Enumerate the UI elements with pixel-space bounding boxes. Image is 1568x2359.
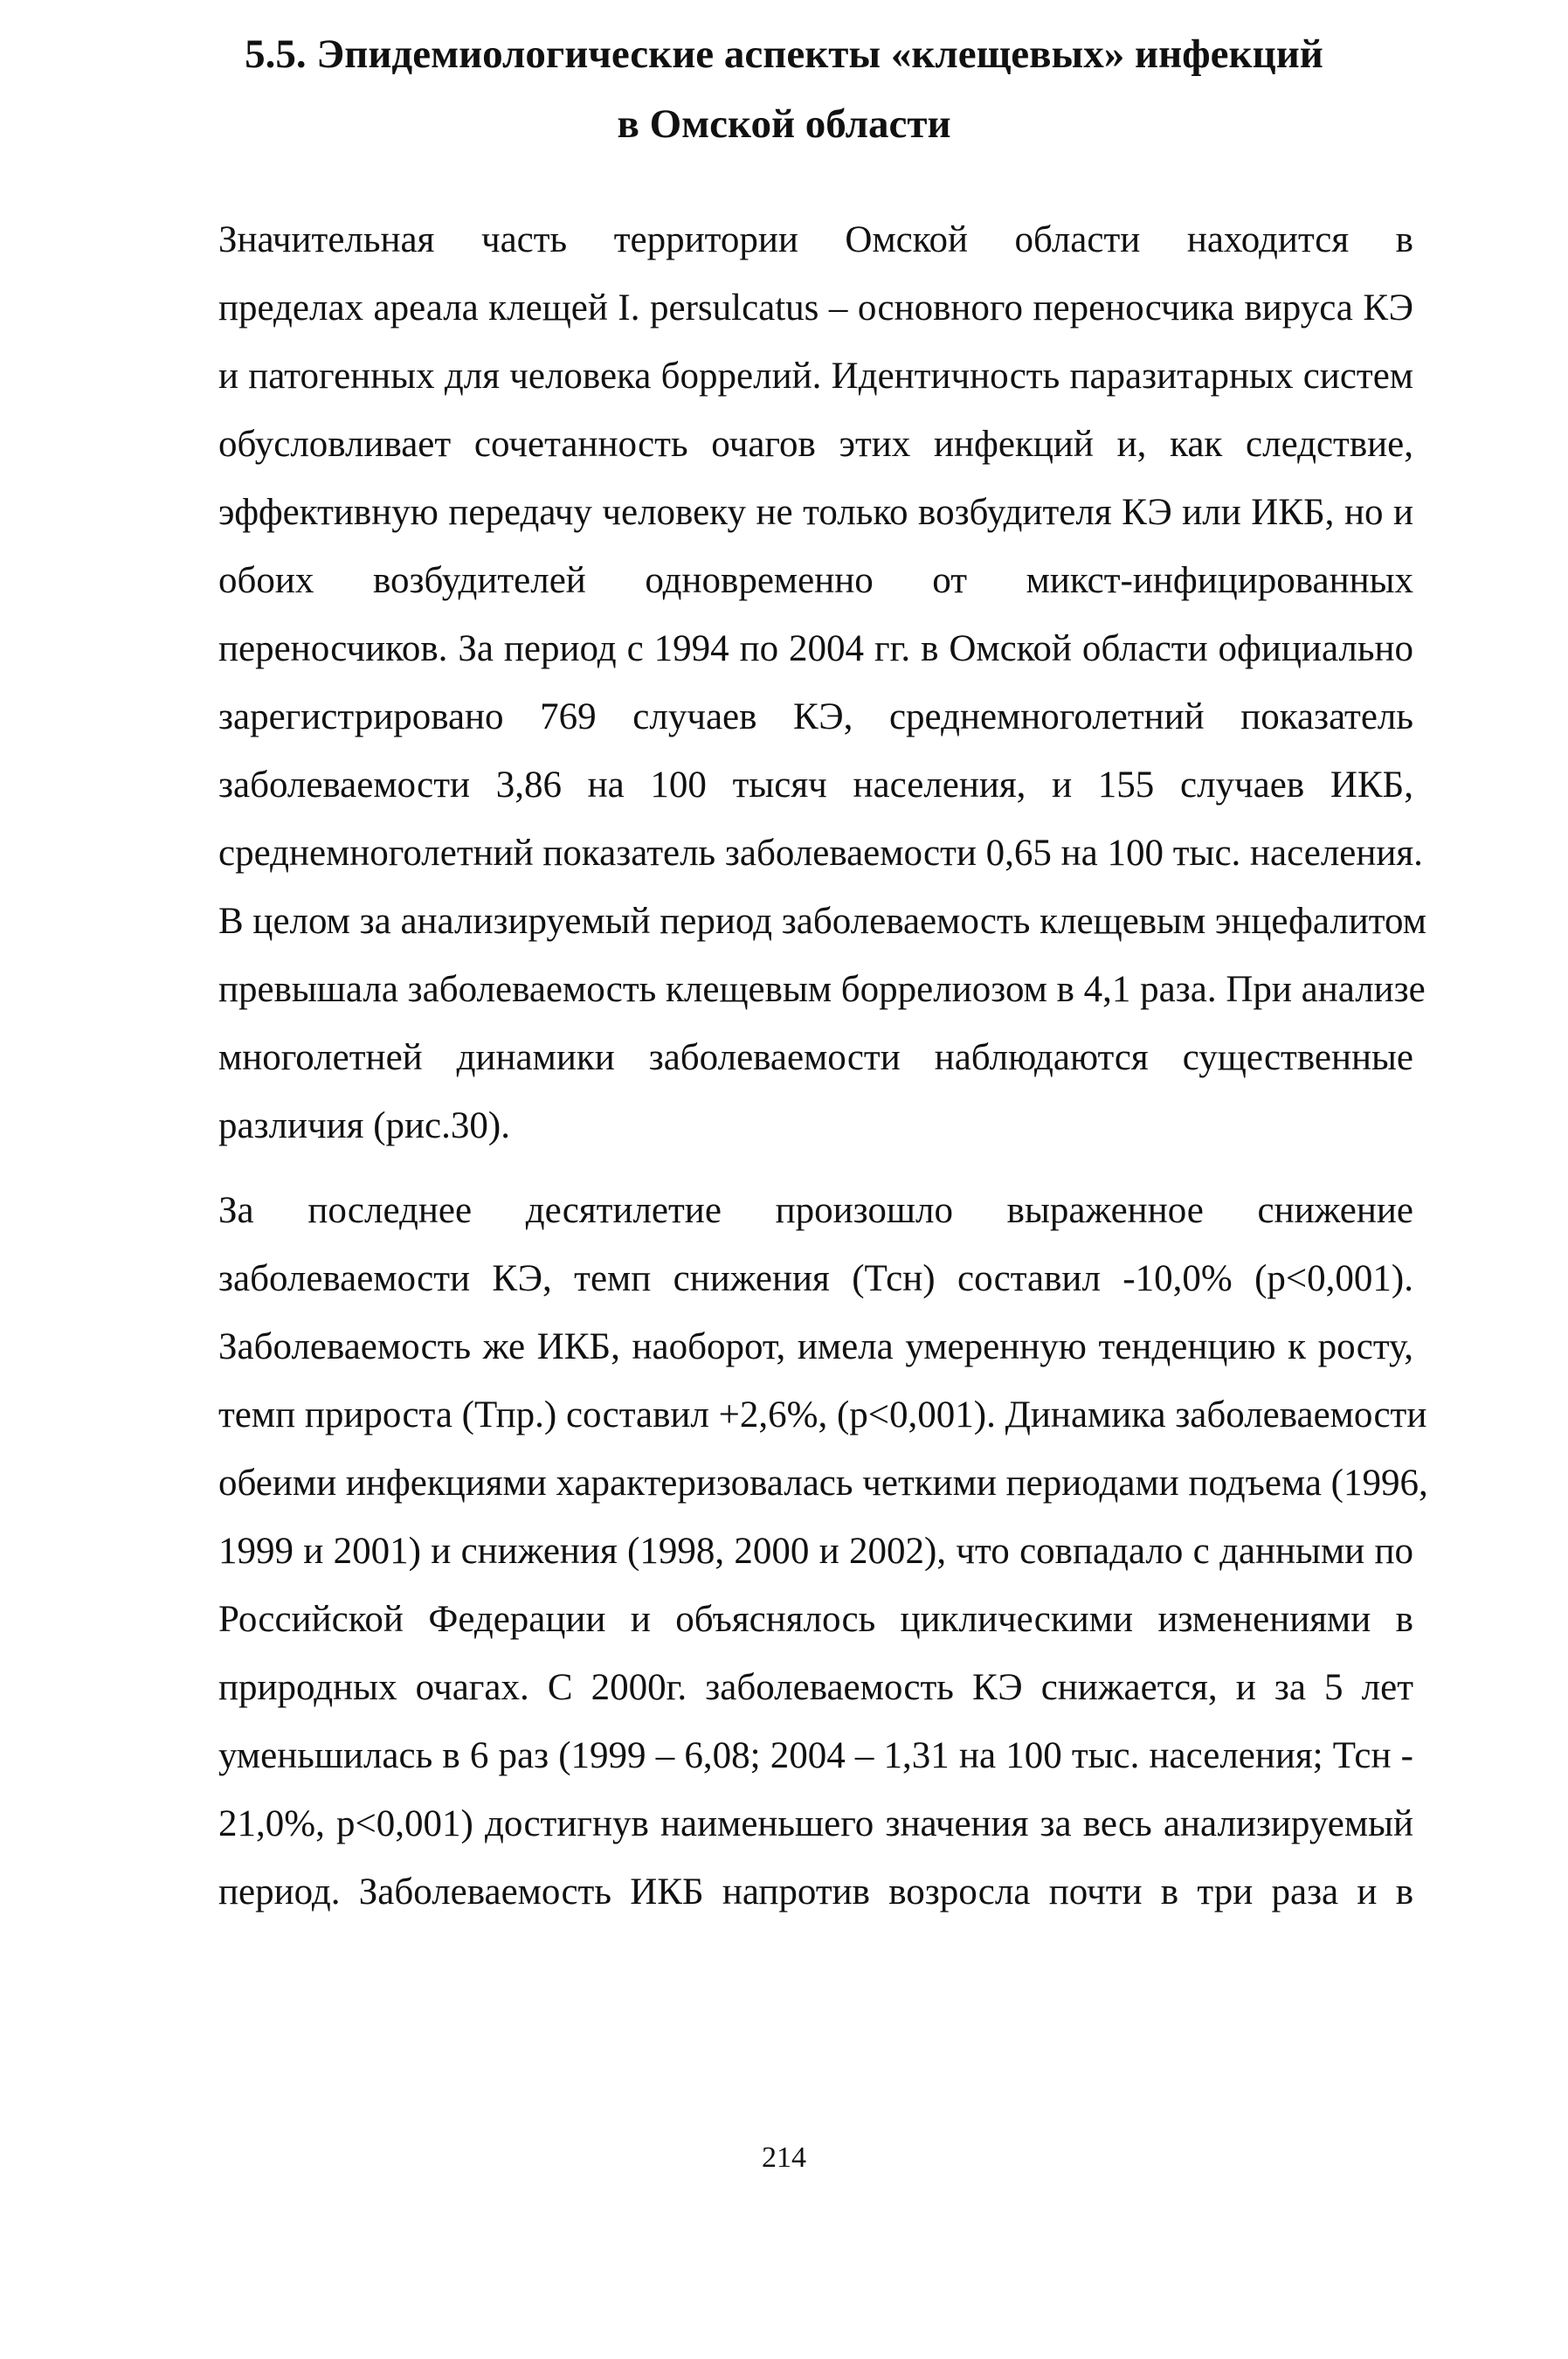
text-line: различия (рис.30).: [218, 1105, 510, 1146]
text-line: эффективную передачу человеку не только возбудителя КЭ или ИКБ, но и: [218, 492, 1413, 533]
text-line: уменьшилась в 6 раз (1999 – 6,08; 2004 – 1,31 на 100 тыс. населения; Тсн -: [218, 1735, 1413, 1776]
text-line: Российской Федерации и объяснялось циклическими изменениями в: [218, 1599, 1413, 1640]
text-line: пределах ареала клещей I. persulcatus – основного переносчика вируса КЭ: [218, 287, 1413, 329]
text-line: Заболеваемость же ИКБ, наоборот, имела умеренную тенденцию к росту,: [218, 1326, 1413, 1367]
text-line: 1999 и 2001) и снижения (1998, 2000 и 2002), что совпадало с данными по: [218, 1531, 1413, 1572]
text-line: превышала заболеваемость клещевым боррелиозом в 4,1 раза. При анализе: [218, 969, 1426, 1010]
text-line: переносчиков. За период с 1994 по 2004 гг. в Омской области официально: [218, 628, 1413, 669]
text-line: В целом за анализируемый период заболеваемость клещевым энцефалитом: [218, 901, 1426, 942]
paragraph-1: [218, 206, 1426, 1160]
text-line: заболеваемости 3,86 на 100 тысяч населения, и 155 случаев ИКБ,: [218, 764, 1413, 806]
text-line: Значительная часть территории Омской области находится в: [218, 219, 1413, 260]
text-line: и патогенных для человека боррелий. Идентичность паразитарных систем: [218, 356, 1413, 397]
text-line: обеими инфекциями характеризовалась четкими периодами подъема (1996,: [218, 1463, 1428, 1504]
text-line: темп прироста (Тпр.) составил +2,6%, (р<0,001). Динамика заболеваемости: [218, 1394, 1427, 1435]
section-heading-line-1: 5.5. Эпидемиологические аспекты «клещевых» инфекций: [245, 31, 1323, 77]
text-line: обоих возбудителей одновременно от микст-инфицированных: [218, 560, 1413, 601]
text-line: природных очагах. С 2000г. заболеваемость КЭ снижается, и за 5 лет: [218, 1667, 1413, 1708]
text-line: среднемноголетний показатель заболеваемости 0,65 на 100 тыс. населения.: [218, 833, 1423, 874]
page-number: 214: [762, 2141, 806, 2174]
text-line: зарегистрировано 769 случаев КЭ, среднемноголетний показатель: [218, 696, 1413, 737]
text-line: многолетней динамики заболеваемости наблюдаются существенные: [218, 1037, 1413, 1078]
text-line: За последнее десятилетие произошло выраженное снижение: [218, 1190, 1413, 1231]
paragraph-2: [218, 1177, 1428, 1927]
section-heading-line-2: в Омской области: [617, 101, 951, 147]
text-line: заболеваемости КЭ, темп снижения (Тсн) составил -10,0% (р<0,001).: [218, 1258, 1413, 1299]
text-line: 21,0%, р<0,001) достигнув наименьшего значения за весь анализируемый: [218, 1803, 1413, 1844]
text-line: обусловливает сочетанность очагов этих инфекций и, как следствие,: [218, 424, 1413, 465]
text-line: период. Заболеваемость ИКБ напротив возросла почти в три раза и в: [218, 1871, 1413, 1913]
